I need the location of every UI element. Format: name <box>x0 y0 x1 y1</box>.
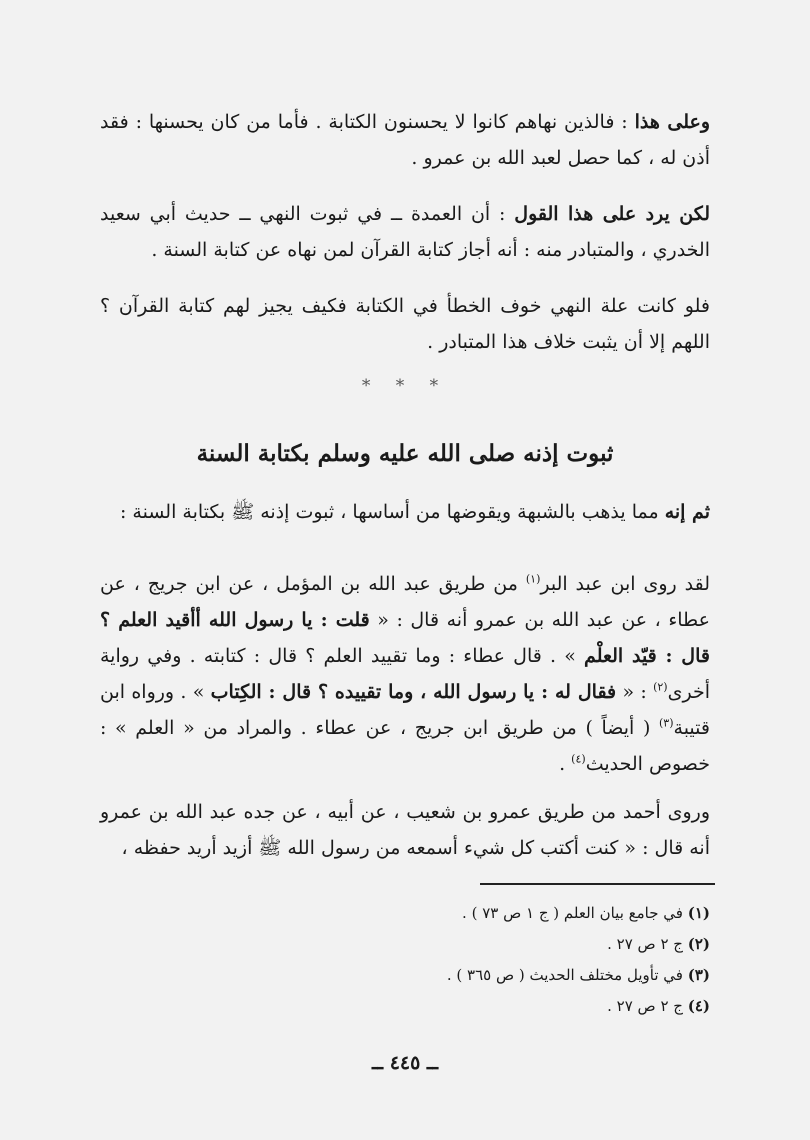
paragraph-2-text: : أن العمدة ــ في ثبوت النهي ــ حديث أبي سعيد الخدري ، والمتبادر منه : أنه أجاز كتابة القرآن لمن نهاه عن كتابة السنة . <box>100 203 710 261</box>
footnote-text: في تأويل مختلف الحديث ( ص ٣٦٥ ) . <box>446 966 688 984</box>
paragraph-6 <box>100 794 710 866</box>
footnote-number: (١) <box>687 904 710 922</box>
paragraph-5-text: » . ورواه ابن قتيبة <box>100 681 710 739</box>
footnote-text: ج ٢ ص ٢٧ . <box>607 935 688 953</box>
footnote-number: (٣) <box>687 966 710 984</box>
paragraph-5-text: من طريق عبد الله بن المؤمل ، عن ابن جريج ، عن عطاء ، عن عبد الله بن عمرو أنه قال : « <box>100 573 710 631</box>
paragraph-2 <box>100 196 710 268</box>
paragraph-1-text: : فالذين نهاهم كانوا لا يحسنون الكتابة . فأما من كان يحسنها : فقد أذن له ، كما حصل لعبد الله بن عمرو . <box>100 111 710 169</box>
footnote-3 <box>380 960 710 991</box>
paragraph-1-lead: وعلى هذا <box>634 111 710 133</box>
footnote-number: (٢) <box>687 935 710 953</box>
paragraph-5-text: : « <box>616 681 654 703</box>
section-separator: * * * <box>361 376 449 396</box>
footnotes <box>380 898 710 1022</box>
paragraph-2-lead: لكن يرد على هذا القول <box>514 203 710 225</box>
footnote-ref-4: (٤) <box>571 752 586 766</box>
footnote-2 <box>380 929 710 960</box>
footnote-number: (٤) <box>687 997 710 1015</box>
paragraph-4-lead: ثم إنه <box>664 501 710 523</box>
footnote-ref-2: (٢) <box>653 680 668 694</box>
footnote-text: في جامع بيان العلم ( ج ١ ص ٧٣ ) . <box>462 904 688 922</box>
section-heading: ثبوت إذنه صلى الله عليه وسلم بكتابة السنة <box>196 440 614 467</box>
paragraph-5 <box>100 566 710 782</box>
footnote-4 <box>380 991 710 1022</box>
paragraph-1 <box>100 104 710 176</box>
paragraph-4 <box>100 494 710 530</box>
footnote-ref-1: (١) <box>525 572 541 586</box>
paragraph-4-text: مما يذهب بالشبهة ويقوضها من أساسها ، ثبوت إذنه ﷺ بكتابة السنة : <box>119 501 665 523</box>
paragraph-6-text: وروى أحمد من طريق عمرو بن شعيب ، عن أبيه ، عن جده عبد الله بن عمرو أنه قال : « كنت أكتب كل شيء أسمعه من رسول الله ﷺ أزيد أريد حفظه ، <box>100 801 710 859</box>
paragraph-3-text: فلو كانت علة النهي خوف الخطأ في الكتابة فكيف يجيز لهم كتابة القرآن ؟ اللهم إلا أن يثبت خلاف هذا المتبادر . <box>100 295 710 353</box>
paragraph-5-text: لقد روى ابن عبد البر <box>540 573 710 595</box>
page-number: ــ ٤٤٥ ــ <box>371 1052 439 1074</box>
footnote-text: ج ٢ ص ٢٧ . <box>607 997 688 1015</box>
footnote-divider <box>480 883 715 885</box>
paragraph-5-text: » . قال عطاء : وما تقييد العلم ؟ قال : كتابته . وفي رواية أخرى <box>100 645 710 703</box>
hadith-quote-bold: فقال له : يا رسول الله ، وما تقييده ؟ قال : الكِتاب <box>210 681 617 703</box>
paragraph-5-text: ( أيضاً ) من طريق ابن جريج ، عن عطاء . والمراد من « العلم » : خصوص الحديث <box>100 717 710 775</box>
hadith-quote-bold: قلت : يا رسول الله أأقيد العلم ؟ قال : قيّد العلْم <box>100 609 710 667</box>
paragraph-5-text: . <box>559 753 572 775</box>
footnote-ref-3: (٣) <box>659 716 674 730</box>
paragraph-3 <box>100 288 710 360</box>
footnote-1 <box>380 898 710 929</box>
